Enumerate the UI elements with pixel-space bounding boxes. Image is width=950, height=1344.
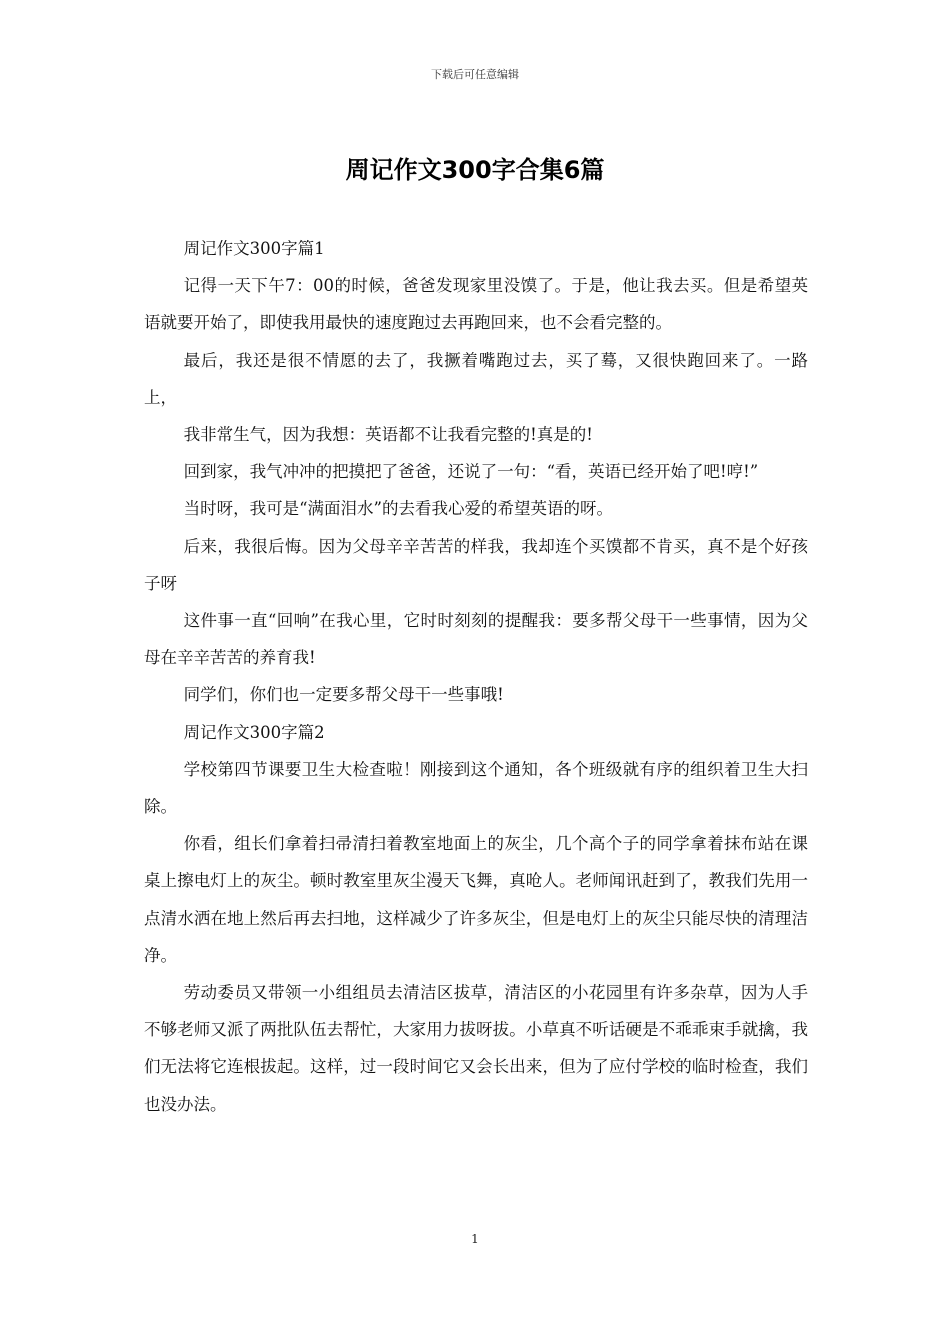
paragraph: 后来，我很后悔。因为父母辛辛苦苦的样我，我却连个买馍都不肯买，真不是个好孩子呀 [144,536,808,593]
paragraph: 回到家，我气冲冲的把摸把了爸爸，还说了一句：“看，英语已经开始了吧!哼!” [183,462,759,482]
paragraph: 最后，我还是很不情愿的去了，我撅着嘴跑过去，买了蓦，又很快跑回来了。一路上， [144,350,808,407]
page-header: 下载后可任意编辑 [431,68,519,81]
paragraph: 我非常生气，因为我想：英语都不让我看完整的!真是的! [183,425,593,445]
section-heading-2: 周记作文300字篇2 [183,722,325,742]
paragraph: 记得一天下午7：00的时候，爸爸发现家里没馍了。于是，他让我去买。但是希望英语就要开始了，即使我用最快的速度跑过去再跑回来，也不会看完整的。 [144,276,808,333]
paragraph: 你看，组长们拿着扫帚清扫着教室地面上的灰尘，几个高个子的同学拿着抹布站在课桌上擦电灯上的灰尘。顿时教室里灰尘漫天飞舞，真呛人。老师闻讯赶到了，教我们先用一点清水洒在地上然后再去扫地，这样减少了许多灰尘，但是电灯上的灰尘只能尽快的清理洁净。 [144,834,808,965]
paragraph: 劳动委员又带领一小组组员去清洁区拔草，清洁区的小花园里有许多杂草，因为人手不够老师又派了两批队伍去帮忙，大家用力拔呀拔。小草真不听话硬是不乖乖束手就擒，我们无法将它连根拔起。这样，过一段时间它又会长出来，但为了应付学校的临时检查，我们也没办法。 [144,983,808,1114]
page-number: 1 [471,1232,479,1246]
paragraph: 学校第四节课要卫生大检查啦！刚接到这个通知，各个班级就有序的组织着卫生大扫除。 [144,759,808,817]
document-title: 周记作文300字合集6篇 [345,156,605,184]
paragraph: 这件事一直“回响”在我心里，它时时刻刻的提醒我：要多帮父母干一些事情，因为父母在辛辛苦苦的养育我! [144,611,808,668]
paragraph: 当时呀，我可是“满面泪水”的去看我心爱的希望英语的呀。 [183,499,613,519]
section-heading-1: 周记作文300字篇1 [183,239,325,258]
document-body [144,230,808,1123]
paragraph: 同学们，你们也一定要多帮父母干一些事哦! [183,685,504,705]
